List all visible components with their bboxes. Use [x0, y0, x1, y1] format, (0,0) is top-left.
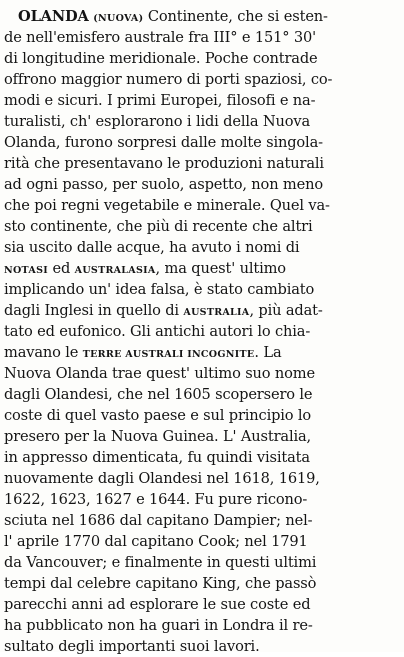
text-line [4, 594, 400, 615]
text-line [4, 489, 400, 510]
text-run: Continente, che si esten- [147, 8, 328, 25]
text-run: sia uscito dalle acque, ha avuto i nomi di [4, 239, 300, 256]
text-run: ha pubblicato non ha guari in Londra il re- [4, 617, 313, 634]
text-line [4, 48, 400, 69]
text-run: in appresso dimenticata, fu quindi visitata [4, 449, 310, 466]
text-run: . La [254, 344, 282, 361]
text-run: dagli Olandesi, che nel 1605 scopersero le [4, 386, 313, 403]
headword-qualifier: (NUOVA) [93, 13, 144, 24]
text-line [4, 573, 400, 594]
text-run: sciuta nel 1686 dal capitano Dampier; nel- [4, 512, 313, 529]
text-line [4, 636, 400, 657]
text-run: ad ogni passo, per suolo, aspetto, non meno [4, 176, 323, 193]
small-caps-term: AUSTRALIA [183, 307, 250, 318]
text-run: ed [47, 260, 75, 277]
text-line [4, 405, 400, 426]
text-line [4, 69, 400, 90]
text-run: tato ed eufonico. Gli antichi autori lo chia- [4, 323, 311, 340]
text-line [4, 174, 400, 195]
small-caps-term: AUSTRALASIA [74, 265, 156, 276]
text-line [4, 258, 400, 279]
text-line [4, 510, 400, 531]
text-line [4, 216, 400, 237]
text-run: da Vancouver; e finalmente in questi ultimi [4, 554, 317, 571]
article-text [4, 6, 400, 657]
text-line [4, 447, 400, 468]
text-line [4, 426, 400, 447]
text-run: , più adat- [249, 302, 323, 319]
text-line [4, 552, 400, 573]
text-run: rità che presentavano le produzioni naturali [4, 155, 324, 172]
text-line [4, 342, 400, 363]
text-run: sultato degli importanti suoi lavori. [4, 638, 260, 655]
text-run: di longitudine meridionale. Poche contrade [4, 50, 318, 67]
text-run: l' aprile 1770 dal capitano Cook; nel 1791 [4, 533, 308, 550]
text-run: implicando un' idea falsa, è stato cambiato [4, 281, 315, 298]
text-run: modi e sicuri. I primi Europei, filosofi e na- [4, 92, 316, 109]
text-run: de nell'emisfero australe fra III° e 151° 30' [4, 29, 316, 46]
text-run: offrono maggior numero di porti spaziosi, co- [4, 71, 333, 88]
text-run: che poi regni vegetabile e minerale. Quel va- [4, 197, 330, 214]
text-run: turalisti, ch' esplorarono i lidi della Nuova [4, 113, 311, 130]
text-run: nuovamente dagli Olandesi nel 1618, 1619, [4, 470, 320, 487]
text-line [4, 531, 400, 552]
text-run: , ma quest' ultimo [155, 260, 286, 277]
small-caps-term: TERRE AUSTRALI INCOGNITE [82, 349, 255, 360]
text-line [4, 468, 400, 489]
text-run: parecchi anni ad esplorare le sue coste ed [4, 596, 311, 613]
text-line [4, 111, 400, 132]
text-line [4, 384, 400, 405]
text-run: dagli Inglesi in quello di [4, 302, 184, 319]
text-line [4, 195, 400, 216]
small-caps-term: NOTASI [4, 265, 48, 276]
text-run: 1622, 1623, 1627 e 1644. Fu pure ricono- [4, 491, 308, 508]
text-run: tempi dal celebre capitano King, che passò [4, 575, 317, 592]
text-line [4, 27, 400, 48]
text-line [4, 321, 400, 342]
text-line [4, 279, 400, 300]
text-run: Nuova Olanda trae quest' ultimo suo nome [4, 365, 315, 382]
text-line [4, 153, 400, 174]
text-run: Olanda, furono sorpresi dalle molte singola- [4, 134, 323, 151]
text-line [4, 615, 400, 636]
text-run: presero per la Nuova Guinea. L' Australia, [4, 428, 312, 445]
text-line [4, 90, 400, 111]
headword: OLANDA [18, 8, 89, 25]
text-line [4, 132, 400, 153]
text-line [4, 363, 400, 384]
text-run: sto continente, che più di recente che altri [4, 218, 313, 235]
text-line [4, 237, 400, 258]
text-line [4, 300, 400, 321]
text-run: mavano le [4, 344, 83, 361]
text-line [4, 6, 400, 27]
text-run: coste di quel vasto paese e sul principio lo [4, 407, 312, 424]
